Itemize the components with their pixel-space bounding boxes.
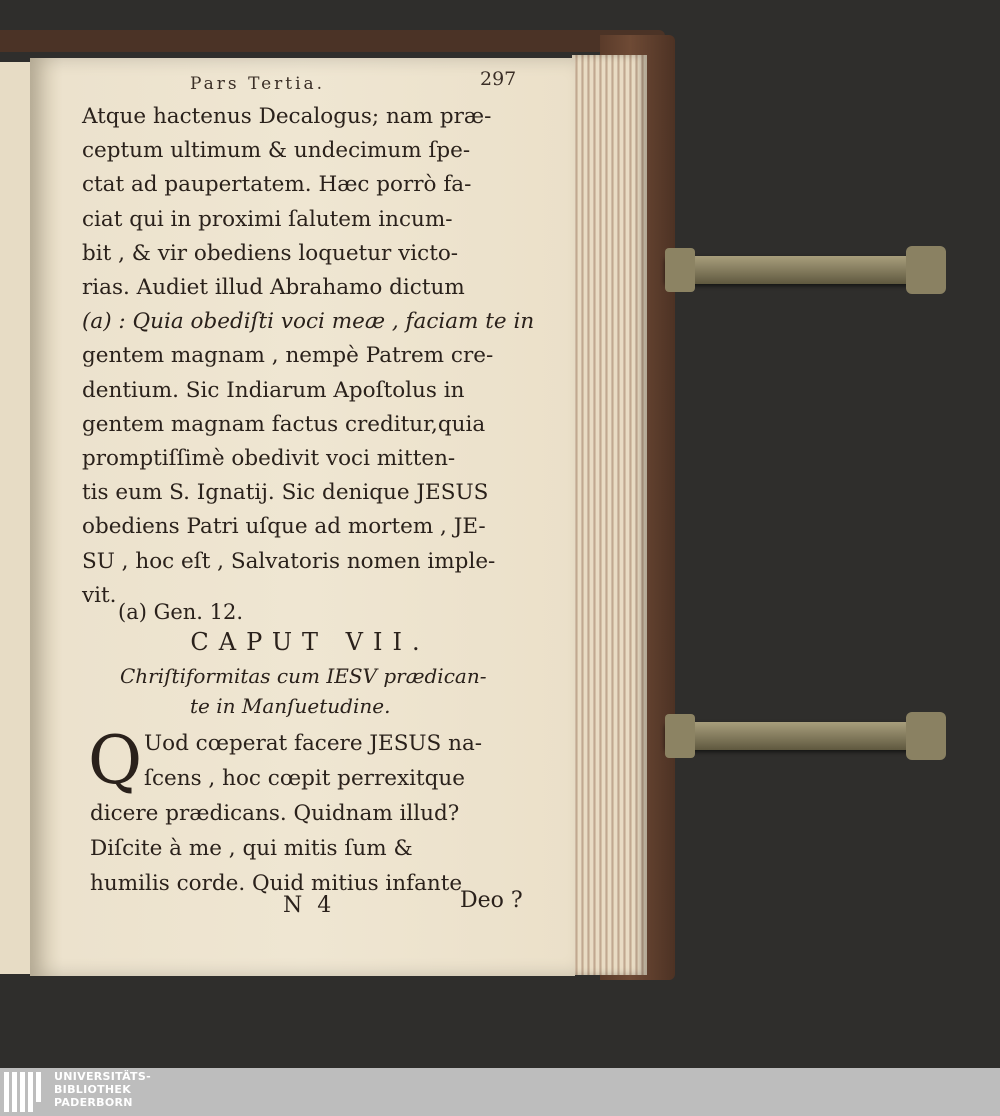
text-line: ſcens , hoc cœpit perrexitque	[144, 766, 465, 791]
chapter-subtitle: te in Manſuetudine.	[190, 694, 391, 718]
chapter-heading: CAPUT VII.	[190, 628, 430, 656]
text-line: rias. Audiet illud Abrahamo dictum	[82, 275, 465, 301]
text-line: promptiſſimè obedivit voci mitten-	[82, 446, 456, 472]
text-line: gentem magnam , nempè Patrem cre-	[82, 343, 494, 369]
signature-mark: N 4	[283, 893, 336, 918]
library-name-line: UNIVERSITÄTS-	[54, 1070, 151, 1083]
text-line: tis eum S. Ignatij. Sic denique JESUS	[82, 480, 489, 506]
text-line: Atque hactenus Decalogus; nam præ-	[82, 104, 492, 129]
text-line: Diſcite à me , qui mitis ſum &	[90, 836, 413, 861]
chapter-text	[88, 722, 535, 901]
text-line: ceptum ultimum & undecimum ſpe-	[82, 138, 471, 164]
text-line: humilis corde. Quid mitius infante	[90, 871, 463, 896]
running-head: Pars Tertia.	[190, 74, 326, 94]
text-line: dentium. Sic Indiarum Apoſtolus in	[82, 377, 465, 403]
book-cover-top	[0, 30, 665, 52]
clasp-hinge	[665, 248, 695, 292]
page-block-edges	[572, 55, 647, 975]
page-number: 297	[480, 68, 517, 90]
body-text	[82, 100, 535, 613]
facing-page-edge	[0, 62, 31, 974]
clasp-hinge	[665, 714, 695, 758]
chapter-subtitle: Chriſtiformitas cum IESV prædican-	[120, 664, 487, 688]
text-line: Uod cœperat facere JESUS na-	[144, 731, 483, 756]
brass-clasp-lower	[665, 722, 940, 750]
text-line: ctat ad paupertatem. Hæc porrò fa-	[82, 172, 472, 198]
drop-cap: Q	[88, 722, 143, 799]
text-line: obediens Patri uſque ad mortem , JE-	[82, 514, 486, 540]
footnote: (a) Gen. 12.	[118, 600, 244, 624]
brass-clasp-upper	[665, 256, 940, 284]
text-line: gentem magnam factus creditur,quia	[82, 411, 486, 437]
text-line-italic-quote: (a) : Quia obediſti voci meæ , faciam te in	[82, 309, 535, 335]
catchword: Deo ?	[460, 888, 523, 913]
library-name-line: BIBLIOTHEK	[54, 1083, 132, 1096]
library-logo-icon	[4, 1072, 48, 1112]
clasp-tip	[906, 712, 946, 760]
library-footer	[0, 1068, 1000, 1116]
text-line: vit.	[82, 582, 117, 608]
text-line: dicere prædicans. Quidnam illud?	[90, 801, 460, 826]
text-line: SU , hoc eſt , Salvatoris nomen imple-	[82, 548, 496, 574]
library-name	[54, 1070, 151, 1109]
clasp-tip	[906, 246, 946, 294]
library-name-line: PADERBORN	[54, 1096, 133, 1109]
text-line: bit , & vir obediens loquetur victo-	[82, 240, 459, 266]
text-line: ciat qui in proximi ſalutem incum-	[82, 206, 453, 232]
